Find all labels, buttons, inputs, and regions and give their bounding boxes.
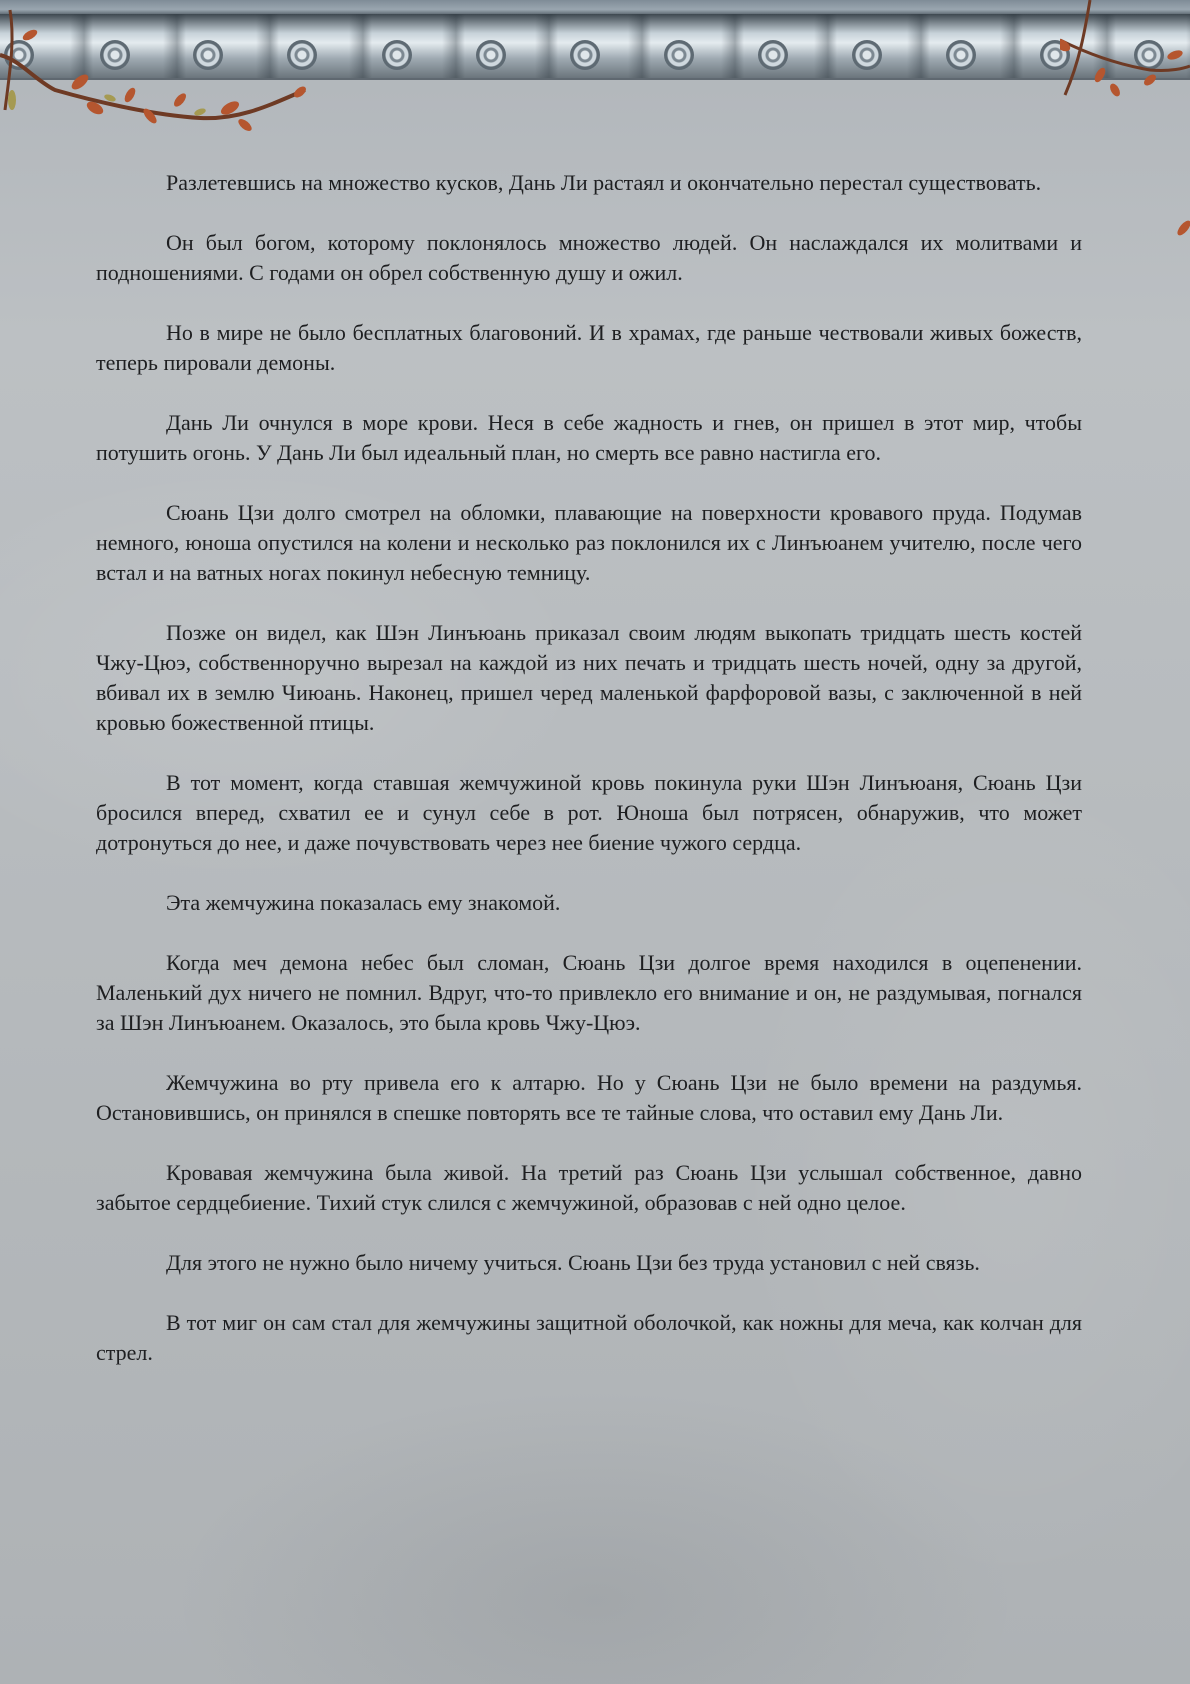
paragraph: Для этого не нужно было ничему учиться. Сюань Цзи без труда установил с ней связь.: [166, 1250, 980, 1275]
blossom-branch-left-icon: [0, 0, 320, 140]
paragraph: В тот момент, когда ставшая жемчужиной кровь покинула руки Шэн Линъюаня, Сюань Цзи бросился вперед, схватил ее и сунул себе в рот. Юноша был потрясен, обнаружив, что может дотронуться до нее, и даже почувствовать через нее биение чужого сердца.: [96, 770, 1082, 855]
paragraph: В тот миг он сам стал для жемчужины защитной оболочкой, как ножны для меча, как колчан для стрел.: [96, 1310, 1082, 1365]
tile-disc-icon: [570, 40, 600, 70]
tile-disc-icon: [476, 40, 506, 70]
paragraph: Но в мире не было бесплатных благовоний. И в храмах, где раньше чествовали живых божеств, теперь пировали демоны.: [96, 320, 1082, 375]
paragraph: Эта жемчужина показалась ему знакомой.: [166, 890, 561, 915]
paragraph: Кровавая жемчужина была живой. На третий раз Сюань Цзи услышал собственное, давно забытое сердцебиение. Тихий стук слился с жемчужиной, образовав с ней одно целое.: [96, 1160, 1082, 1215]
tile-disc-icon: [758, 40, 788, 70]
tile-disc-icon: [664, 40, 694, 70]
tile-disc-icon: [382, 40, 412, 70]
paragraph: Сюань Цзи долго смотрел на обломки, плавающие на поверхности кровавого пруда. Подумав немного, юноша опустился на колени и несколько раз поклонился их с Линъюанем учителю, после чего встал и на ватных ногах покинул небесную темницу.: [96, 500, 1082, 585]
paragraph: Когда меч демона небес был сломан, Сюань Цзи долгое время находился в оцепенении. Маленький дух ничего не помнил. Вдруг, что-то привлекло его внимание и он, не раздумывая, погнался за Шэн Линъюанем. Оказалось, это была кровь Чжу-Цюэ.: [96, 950, 1082, 1035]
paragraph: Жемчужина во рту привела его к алтарю. Но у Сюань Цзи не было времени на раздумья. Остановившись, он принялся в спешке повторять все те тайные слова, что оставил ему Дань Ли.: [96, 1070, 1082, 1125]
paragraph: Он был богом, которому поклонялось множество людей. Он наслаждался их молитвами и подношениями. С годами он обрел собственную душу и ожил.: [96, 230, 1082, 285]
tile-disc-icon: [946, 40, 976, 70]
tile-disc-icon: [852, 40, 882, 70]
paragraph: Дань Ли очнулся в море крови. Неся в себе жадность и гнев, он пришел в этот мир, чтобы потушить огонь. У Дань Ли был идеальный план, но смерть все равно настигла его.: [96, 410, 1082, 465]
paragraph: Разлетевшись на множество кусков, Дань Ли растаял и окончательно перестал существовать.: [166, 170, 1042, 195]
document-body: [96, 168, 1082, 1398]
paragraph: Позже он видел, как Шэн Линъюань приказал своим людям выкопать тридцать шесть костей Чжу-Цюэ, собственноручно вырезал на каждой из них печать и тридцать шесть ночей, одну за другой, вбивал их в землю Чиюань. Наконец, пришел черед маленькой фарфоровой вазы, с заключенной в ней кровью божественной птицы.: [96, 620, 1082, 735]
